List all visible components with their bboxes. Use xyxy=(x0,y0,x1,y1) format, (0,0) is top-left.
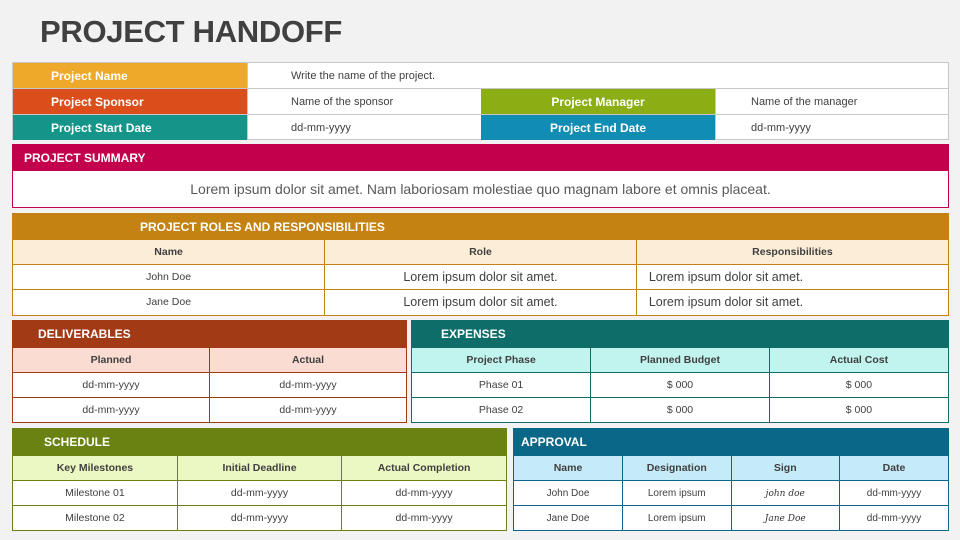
table-row xyxy=(13,265,948,290)
column-header-initial-deadline: Initial Deadline xyxy=(177,456,341,481)
table-row xyxy=(412,373,948,398)
project-start-date-label: Project Start Date xyxy=(13,115,247,140)
table-cell[interactable]: Lorem ipsum dolor sit amet. xyxy=(636,265,948,290)
table-cell[interactable]: dd-mm-yyyy xyxy=(177,481,341,506)
column-header-key-milestones: Key Milestones xyxy=(13,456,177,481)
table-row xyxy=(412,398,948,423)
project-summary-text[interactable]: Lorem ipsum dolor sit amet. Nam laboriosam molestiae quo magnam labore et omnis placeat. xyxy=(190,181,771,197)
project-summary-heading: PROJECT SUMMARY xyxy=(13,145,948,171)
deliverables-heading: DELIVERABLES xyxy=(13,321,406,347)
expenses-section xyxy=(411,320,949,423)
table-cell[interactable]: Lorem ipsum xyxy=(623,481,732,506)
table-cell[interactable]: $ 000 xyxy=(591,373,770,398)
table-row xyxy=(13,373,406,398)
table-cell[interactable]: dd-mm-yyyy xyxy=(840,506,949,531)
project-name-value[interactable]: Write the name of the project. xyxy=(291,69,436,82)
roles-section xyxy=(12,213,949,316)
table-cell[interactable]: dd-mm-yyyy xyxy=(210,373,407,398)
table-cell[interactable]: dd-mm-yyyy xyxy=(177,506,341,531)
roles-heading: PROJECT ROLES AND RESPONSIBILITIES xyxy=(13,214,948,239)
table-cell[interactable]: Milestone 02 xyxy=(13,506,177,531)
table-cell[interactable]: Lorem ipsum xyxy=(623,506,732,531)
table-row xyxy=(514,506,948,531)
signature-john-doe: john doe xyxy=(765,489,805,499)
project-name-label: Project Name xyxy=(13,63,247,88)
roles-table xyxy=(13,239,948,315)
column-header-sign: Sign xyxy=(731,456,840,481)
table-cell[interactable]: Jane Doe xyxy=(13,290,325,315)
table-cell[interactable]: John Doe xyxy=(13,265,325,290)
table-cell[interactable]: $ 000 xyxy=(591,398,770,423)
divider xyxy=(13,88,948,89)
project-summary-section xyxy=(12,144,949,208)
project-manager-value[interactable]: Name of the manager xyxy=(751,95,858,108)
table-cell[interactable]: Jane Doe xyxy=(514,506,623,531)
table-cell[interactable]: dd-mm-yyyy xyxy=(342,481,506,506)
project-info-grid xyxy=(12,62,949,140)
schedule-table xyxy=(13,455,506,531)
signature-cell[interactable] xyxy=(731,506,840,531)
table-cell[interactable]: $ 000 xyxy=(769,373,948,398)
column-header-responsibilities: Responsibilities xyxy=(636,240,948,265)
table-cell[interactable]: dd-mm-yyyy xyxy=(210,398,407,423)
deliverables-table xyxy=(13,347,406,423)
column-header-date: Date xyxy=(840,456,949,481)
deliverables-section xyxy=(12,320,407,423)
project-end-date-value[interactable]: dd-mm-yyyy xyxy=(751,121,811,134)
approval-section xyxy=(513,428,949,531)
table-cell[interactable]: dd-mm-yyyy xyxy=(840,481,949,506)
table-row xyxy=(13,398,406,423)
column-header-planned-budget: Planned Budget xyxy=(591,348,770,373)
table-cell[interactable]: dd-mm-yyyy xyxy=(13,398,210,423)
table-cell[interactable]: Lorem ipsum dolor sit amet. xyxy=(325,290,637,315)
column-header-planned: Planned xyxy=(13,348,210,373)
signature-jane-doe: Jane Doe xyxy=(764,514,806,525)
column-header-actual-cost: Actual Cost xyxy=(769,348,948,373)
divider xyxy=(13,114,948,115)
column-header-name: Name xyxy=(13,240,325,265)
table-cell[interactable]: John Doe xyxy=(514,481,623,506)
column-header-actual-completion: Actual Completion xyxy=(342,456,506,481)
column-header-actual: Actual xyxy=(210,348,407,373)
project-sponsor-label: Project Sponsor xyxy=(13,89,247,114)
schedule-heading: SCHEDULE xyxy=(13,429,506,455)
project-manager-label: Project Manager xyxy=(481,89,715,114)
table-cell[interactable]: Phase 01 xyxy=(412,373,591,398)
expenses-table xyxy=(412,347,948,423)
table-cell[interactable]: dd-mm-yyyy xyxy=(13,373,210,398)
divider xyxy=(247,63,248,139)
table-row xyxy=(13,506,506,531)
approval-table xyxy=(514,455,948,531)
column-header-project-phase: Project Phase xyxy=(412,348,591,373)
project-end-date-label: Project End Date xyxy=(481,115,715,140)
column-header-designation: Designation xyxy=(623,456,732,481)
schedule-section xyxy=(12,428,507,531)
table-row xyxy=(13,290,948,315)
expenses-heading: EXPENSES xyxy=(412,321,948,347)
table-row xyxy=(514,481,948,506)
table-cell[interactable]: Lorem ipsum dolor sit amet. xyxy=(325,265,637,290)
table-row xyxy=(13,481,506,506)
approval-heading: APPROVAL xyxy=(514,429,948,455)
table-cell[interactable]: dd-mm-yyyy xyxy=(342,506,506,531)
table-cell[interactable]: Lorem ipsum dolor sit amet. xyxy=(636,290,948,315)
table-cell[interactable]: Phase 02 xyxy=(412,398,591,423)
table-cell[interactable]: Milestone 01 xyxy=(13,481,177,506)
divider xyxy=(715,89,716,139)
column-header-name: Name xyxy=(514,456,623,481)
page-title: PROJECT HANDOFF xyxy=(40,14,343,49)
column-header-role: Role xyxy=(325,240,637,265)
signature-cell[interactable] xyxy=(731,481,840,506)
project-sponsor-value[interactable]: Name of the sponsor xyxy=(291,95,394,108)
table-cell[interactable]: $ 000 xyxy=(769,398,948,423)
project-start-date-value[interactable]: dd-mm-yyyy xyxy=(291,121,351,134)
